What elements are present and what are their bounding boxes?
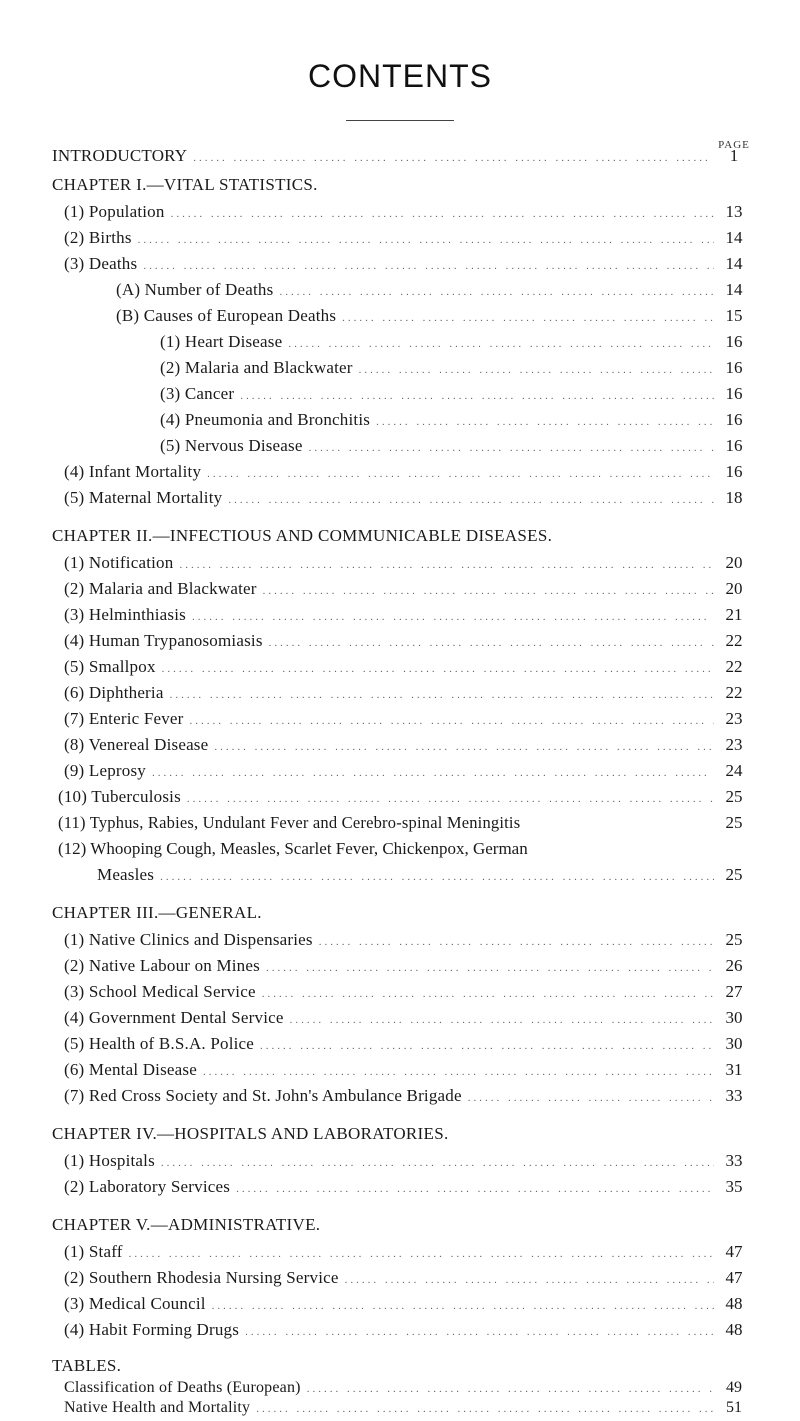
dot-leader [313,929,714,955]
toc-label: Typhus, Rabies, Undulant Fever and Cerebro-spinal Meningitis [89,813,521,832]
toc-entry [64,550,754,576]
toc-entry [64,706,754,732]
toc-page: 16 [725,358,743,377]
toc-page: 30 [725,1008,743,1027]
toc-label: Notification [88,553,174,572]
toc-entry [160,433,754,459]
toc-entry [64,251,754,277]
toc-page: 22 [725,683,743,702]
toc-introductory [52,143,754,169]
page-column-header: PAGE [718,139,750,151]
toc-label: Leprosy [88,761,146,780]
toc-label: Nervous Disease [184,436,303,455]
dot-leader [336,305,714,331]
toc-page: 15 [725,306,743,325]
toc-label: Diphtheria [88,683,164,702]
chapter-heading: CHAPTER III.—GENERAL. [52,903,262,922]
toc-entry [64,1265,754,1291]
dot-leader [164,682,714,708]
dot-leader [250,1399,714,1419]
dot-leader [197,1059,714,1085]
toc-page: 14 [725,280,743,299]
toc-label: Malaria and Blackwater [88,579,257,598]
toc-number: (7) [64,1086,85,1105]
toc-page: 22 [725,657,743,676]
toc-label: Causes of European Deaths [143,306,337,325]
dot-leader [273,279,714,305]
toc-number: (3) [64,254,85,273]
toc-number: (1) [64,930,85,949]
toc-label: Pneumonia and Bronchitis [184,410,371,429]
dot-leader [234,383,714,409]
chapter-heading: CHAPTER II.—INFECTIOUS AND COMMUNICABLE DISEASES. [52,526,553,545]
chapter-heading: CHAPTER V.—ADMINISTRATIVE. [52,1215,321,1234]
toc-number: (3) [64,605,85,624]
dot-leader [462,1085,714,1111]
toc-entry-continued [97,862,754,888]
toc-number: (1) [64,553,85,572]
toc-number: (1) [64,202,85,221]
dot-leader [263,630,714,656]
toc-number: (2) [160,358,181,377]
toc-page: 26 [725,956,743,975]
page-title: CONTENTS [308,58,492,94]
toc-number: (4) [160,410,181,429]
dot-leader [154,864,714,890]
toc-page: 16 [725,332,743,351]
toc-entry [64,576,754,602]
toc-label: School Medical Service [88,982,256,1001]
title-rule [346,120,454,121]
toc-page: 47 [725,1268,743,1287]
toc-label: Births [88,228,132,247]
toc-entry [64,459,754,485]
dot-leader [239,1319,714,1345]
toc-entry [64,1317,754,1343]
toc-page: 27 [725,982,743,1001]
dot-leader [206,1293,714,1319]
toc-label: Native Health and Mortality [64,1399,251,1416]
dot-leader [137,253,714,279]
toc-label: Native Clinics and Dispensaries [88,930,313,949]
dot-leader [260,955,714,981]
toc-label: Venereal Disease [88,735,209,754]
toc-page: 49 [726,1379,742,1396]
toc-entry [64,1031,754,1057]
chapter-heading: CHAPTER I.—VITAL STATISTICS. [52,175,318,194]
toc-label: Human Trypanosomiasis [88,631,263,650]
toc-label: Red Cross Society and St. John's Ambulance Brigade [88,1086,462,1105]
toc-entry [64,199,754,225]
toc-entry [58,784,754,810]
toc-number: (4) [64,1320,85,1339]
dot-leader [208,734,714,760]
toc-entry [64,1174,754,1200]
toc-number: (6) [64,683,85,702]
toc-label: Enteric Fever [88,709,184,728]
toc-label: INTRODUCTORY [52,146,188,165]
dot-leader [353,357,714,383]
toc-page: 20 [725,579,743,598]
toc-label: Mental Disease [88,1060,197,1079]
dot-leader [257,578,714,604]
toc-entry [64,758,754,784]
toc-page: 16 [725,410,743,429]
toc-entry [160,381,754,407]
toc-entry [64,927,754,953]
toc-number: (B) [116,306,140,325]
toc-entry [58,836,754,862]
toc-entry [64,1378,754,1398]
toc-entry [116,303,754,329]
toc-page: 25 [725,865,743,884]
dot-leader [181,786,714,812]
toc-label: Helminthiasis [88,605,186,624]
toc-label: Native Labour on Mines [88,956,260,975]
toc-page: 1 [729,146,739,165]
toc-entry [64,628,754,654]
toc-entry [64,1005,754,1031]
dot-leader [155,1150,714,1176]
toc-label: Smallpox [88,657,156,676]
toc-number: (1) [64,1151,85,1170]
toc-number: (4) [64,462,85,481]
toc-entry [64,1083,754,1109]
toc-page: 23 [725,735,743,754]
toc-entry [64,1398,754,1418]
toc-page: 21 [725,605,743,624]
toc-entry [116,277,754,303]
toc-page: 22 [725,631,743,650]
dot-leader [186,604,714,630]
dot-leader [201,461,714,487]
toc-label-continued: Measles [97,865,155,884]
toc-label: Staff [88,1242,123,1261]
dot-leader [173,552,714,578]
toc-number: (A) [116,280,141,299]
toc-page: 20 [725,553,743,572]
dot-leader [370,409,714,435]
toc-label: Laboratory Services [88,1177,231,1196]
dot-leader [146,760,714,786]
toc-entry [160,407,754,433]
dot-leader [123,1241,714,1267]
toc-page: 48 [725,1320,743,1339]
toc-entry [64,654,754,680]
toc-page: 48 [725,1294,743,1313]
toc-number: (4) [64,631,85,650]
dot-leader [256,981,714,1007]
dot-leader [339,1267,714,1293]
toc-page: 24 [725,761,743,780]
toc-number: (2) [64,1177,85,1196]
toc-label: Deaths [88,254,138,273]
toc-page: 47 [725,1242,743,1261]
toc-entry [64,953,754,979]
toc-entry [64,1291,754,1317]
toc-page: 35 [725,1177,743,1196]
dot-leader [301,1379,714,1399]
toc-page: 33 [725,1151,743,1170]
toc-entry [160,355,754,381]
toc-entry [64,1239,754,1265]
dot-leader [184,708,714,734]
toc-entry [64,485,754,511]
dot-leader [222,487,714,513]
toc-label: Heart Disease [184,332,283,351]
toc-label: Infant Mortality [88,462,202,481]
toc-entry [64,1057,754,1083]
toc-page: 33 [725,1086,743,1105]
toc-entry [64,979,754,1005]
toc-page: 23 [725,709,743,728]
toc-entry [58,810,754,836]
toc-page: 18 [725,488,743,507]
toc-number: (8) [64,735,85,754]
toc-label: Health of B.S.A. Police [88,1034,255,1053]
toc-label: Hospitals [88,1151,155,1170]
toc-number: (2) [64,228,85,247]
toc-number: (2) [64,579,85,598]
toc-label: Number of Deaths [144,280,274,299]
toc-number: (5) [64,1034,85,1053]
dot-leader [303,435,714,461]
chapter-heading: TABLES. [52,1356,122,1375]
toc-entry [160,329,754,355]
toc-page: 31 [725,1060,743,1079]
toc-label: Habit Forming Drugs [88,1320,240,1339]
toc-page: 25 [725,787,743,806]
toc-number: (2) [64,1268,85,1287]
toc-page: 14 [725,254,743,273]
toc-number: (5) [64,488,85,507]
toc-number: (1) [160,332,181,351]
toc-number: (6) [64,1060,85,1079]
toc-entry [64,225,754,251]
toc-number: (5) [64,657,85,676]
toc-number: (7) [64,709,85,728]
toc-number: (10) [58,787,88,806]
dot-leader [187,145,714,171]
toc-page: 14 [725,228,743,247]
toc-page: 30 [725,1034,743,1053]
toc-label: Whooping Cough, Measles, Scarlet Fever, Chickenpox, German [90,839,528,858]
toc-number: (5) [160,436,181,455]
toc-page: 16 [725,384,743,403]
toc-label: Medical Council [88,1294,206,1313]
toc-page: 51 [726,1399,742,1416]
dot-leader [254,1033,714,1059]
toc-number: (1) [64,1242,85,1261]
toc-entry [64,680,754,706]
dot-leader [282,331,714,357]
toc-number: (2) [64,956,85,975]
toc-label: Southern Rhodesia Nursing Service [88,1268,339,1287]
toc-page: 25 [725,930,743,949]
toc-number: (11) [58,813,86,832]
dot-leader [156,656,714,682]
dot-leader [165,201,714,227]
toc-number: (3) [160,384,181,403]
toc-page: 16 [725,462,743,481]
toc-page: 25 [725,813,743,832]
toc-number: (9) [64,761,85,780]
toc-entry [64,732,754,758]
chapter-heading: CHAPTER IV.—HOSPITALS AND LABORATORIES. [52,1124,449,1143]
toc-number: (12) [58,839,87,858]
toc-number: (3) [64,982,85,1001]
toc-label: Maternal Mortality [88,488,223,507]
toc-entry [64,1148,754,1174]
dot-leader [132,227,714,253]
toc-number: (4) [64,1008,85,1027]
toc-label: Population [88,202,165,221]
toc-entry [64,602,754,628]
toc-page: 16 [725,436,743,455]
toc-label: Malaria and Blackwater [184,358,353,377]
toc-number: (3) [64,1294,85,1313]
dot-leader [230,1176,714,1202]
toc-page: 13 [725,202,743,221]
toc-label: Tuberculosis [91,787,181,806]
toc-label: Cancer [184,384,235,403]
toc-label: Government Dental Service [88,1008,284,1027]
dot-leader [284,1007,714,1033]
toc-label: Classification of Deaths (European) [64,1379,301,1396]
